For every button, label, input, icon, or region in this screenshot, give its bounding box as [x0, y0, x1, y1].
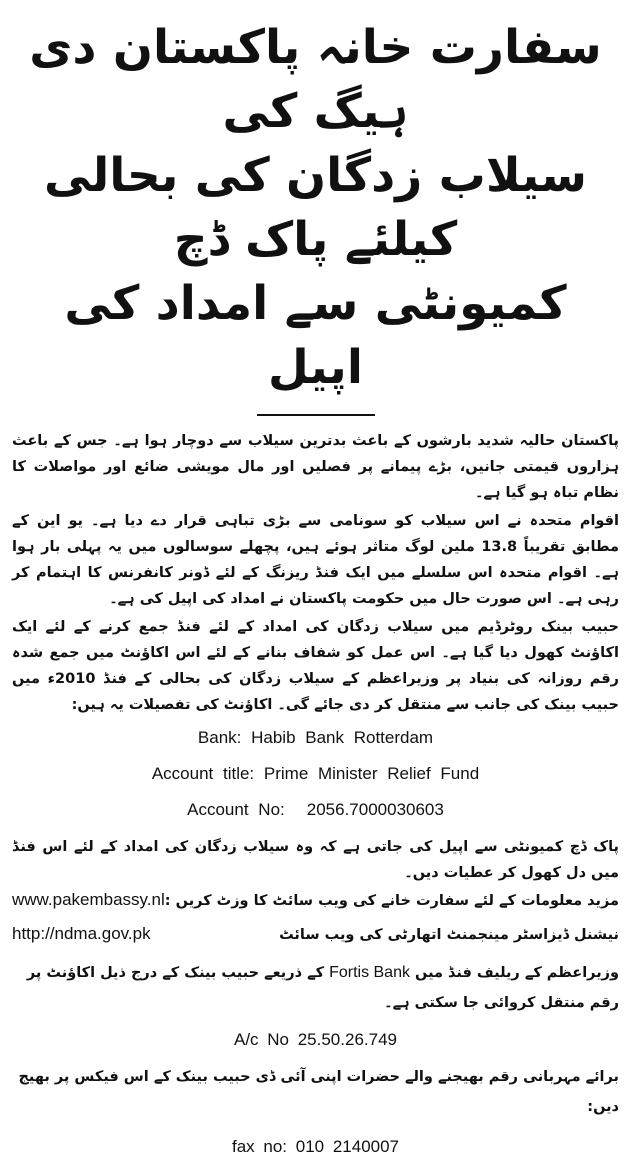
fax-number: fax no: 010 2140007	[231, 1137, 400, 1156]
ndma-info	[12, 924, 619, 954]
headline-line-3: کمیونٹی سے امداد کی اپیل	[64, 276, 567, 395]
account-title: Account title: Prime Minister Relief Fund	[151, 764, 480, 783]
headline	[12, 16, 619, 400]
account-number-label: Account No:	[187, 800, 285, 819]
ndma-info-text: نیشنل ڈیزاسٹر مینجمنٹ اتھارٹی کی ویب سائٹ	[279, 927, 619, 943]
pm-fund-paragraph	[12, 958, 619, 1018]
ndma-website-link[interactable]: http://ndma.gov.pk	[12, 924, 151, 943]
embassy-info	[12, 890, 619, 920]
headline-line-2: سیلاب زدگان کی بحالی کیلئے پاک ڈچ	[44, 148, 587, 267]
paragraph-account: حبیب بینک روٹرڈیم میں سیلاب زدگان کی امداد کے لئے فنڈ جمع کرنے کے لئے ایک اکاؤنٹ کھول دیا گیا ہے۔ اس عمل کو شفاف بنانے کے لئے اس اکاؤنٹ میں جمع شدہ رقم روزانہ کی بنیاد پر وزیراعظم کے سیلاب زدگان کی بحالی کے فنڈ 2010ء میں حبیب بینک کی جانب سے منتقل کر دی جائے گی۔ اکاؤنٹ کی تفصیلات یہ ہیں:	[12, 619, 620, 713]
fortis-bank-name: Fortis Bank	[329, 964, 410, 981]
account-number-value: 2056.7000030603	[306, 800, 444, 819]
pm-fund-text-1: وزیراعظم کے ریلیف فنڈ میں	[415, 965, 619, 981]
bank-details	[12, 720, 619, 828]
account-number-line	[12, 792, 619, 828]
embassy-info-text: مزید معلومات کے لئے سفارت خانے کی ویب سائٹ کا وزٹ کریں :	[164, 893, 619, 909]
paragraph-floods: پاکستان حالیہ شدید بارشوں کے باعث بدترین سیلاب سے دوچار ہوا ہے۔ جس کے باعث ہزاروں قیمتی جانیں، بڑے پیمانے پر فصلیں اور مال مویشی ضائع اور مواصلات کا نظام تباہ ہو گیا ہے۔	[12, 433, 619, 501]
pm-fund-text-2: کے ذریعے حبیب بینک کے درج ذیل اکاؤنٹ پر رقم منتقل کروائی جا سکتی ہے۔	[26, 965, 619, 1011]
community-appeal: پاک ڈچ کمیونٹی سے اپیل کی جاتی ہے کہ وہ سیلاب زدگان کی امداد کے لئے اس فنڈ میں دل کھول کر عطیات دیں۔	[12, 839, 619, 881]
fax-note: برائے مہربانی رقم بھیجنے والے حضرات اپنی آئی ڈی حبیب بینک کے اس فیکس پر بھیج دیں:	[18, 1069, 619, 1115]
ac-number: A/c No 25.50.26.749	[233, 1030, 397, 1049]
divider	[257, 414, 375, 416]
bank-name: Bank: Habib Bank Rotterdam	[197, 728, 434, 747]
paragraph-un: اقوام متحدہ نے اس سیلاب کو سونامی سے بڑی تباہی قرار دے دیا ہے۔ یو این کے مطابق تقریباً 13.8 ملین لوگ متاثر ہوئے ہیں، پچھلے سوسالوں میں یہ پہلی بار ہوا ہے۔ اقوام متحدہ اس سلسلے میں ایک فنڈ ریزنگ کے لئے ڈونر کانفرنس کا اہتمام کر رہی ہے۔ اس صورت حال میں حکومت پاکستان نے امداد کی اپیل کی ہے۔	[12, 513, 619, 607]
headline-line-1: سفارت خانہ پاکستان دی ہیگ کی	[29, 20, 602, 139]
embassy-website-link[interactable]: www.pakembassy.nl	[12, 890, 165, 909]
